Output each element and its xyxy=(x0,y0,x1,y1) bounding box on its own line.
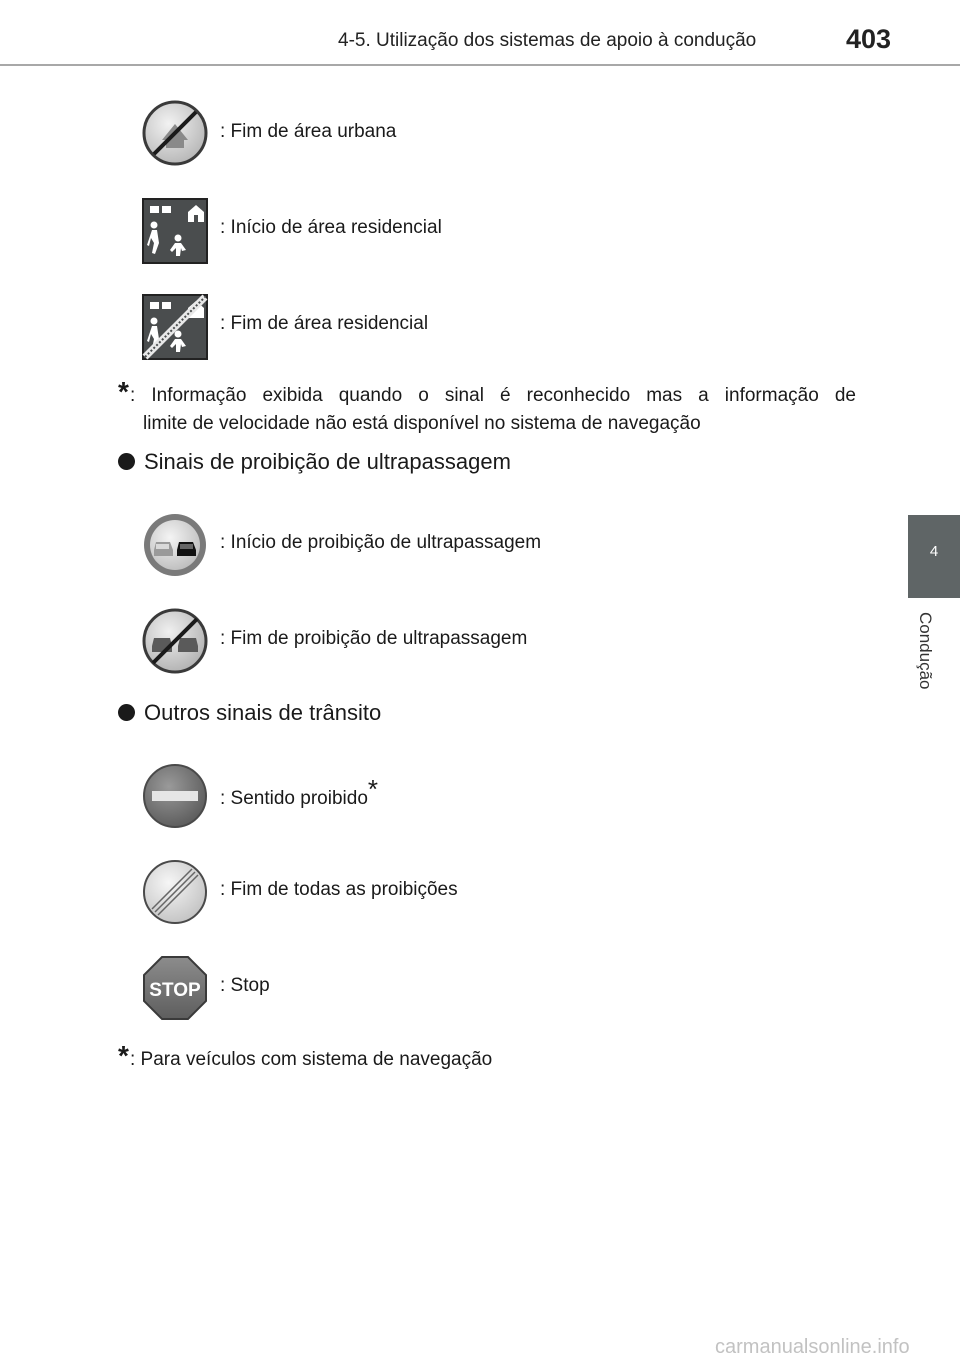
stop-sign-icon xyxy=(142,955,208,1021)
sign-label: : Fim de proibição de ultrapassagem xyxy=(220,628,528,649)
chapter-label: Condução xyxy=(916,612,935,690)
page-number: 403 xyxy=(846,24,892,54)
heading-text: Sinais de proibição de ultrapassagem xyxy=(144,449,511,474)
sign-label: : Início de proibição de ultrapassagem xyxy=(220,532,542,553)
residential-area-start-icon xyxy=(142,198,208,264)
chapter-number: 4 xyxy=(929,543,939,560)
footnote-marker: * xyxy=(118,376,129,407)
end-all-restrictions-icon xyxy=(142,859,208,925)
footnote-marker: * xyxy=(118,1040,129,1071)
residential-area-end-icon xyxy=(142,294,208,360)
bullet-icon xyxy=(118,704,135,721)
bullet-icon xyxy=(118,453,135,470)
footnote-text: : Para veículos com sistema de navegação xyxy=(130,1049,493,1070)
header-divider xyxy=(0,64,960,66)
no-overtaking-icon xyxy=(142,512,208,578)
end-urban-area-icon xyxy=(142,100,208,166)
no-entry-icon xyxy=(142,763,208,829)
sign-label: : Stop xyxy=(220,975,270,996)
stop-sign-text: STOP xyxy=(149,980,201,1001)
sign-label: : Início de área residencial xyxy=(220,217,442,238)
end-no-overtaking-icon xyxy=(142,608,208,674)
sign-label xyxy=(220,774,379,811)
footnote-line: : Informação exibida quando o sinal é reconhecido mas a informação de xyxy=(130,385,856,406)
chapter-tab xyxy=(908,515,960,598)
sign-label: : Fim de área urbana xyxy=(220,121,397,142)
section-title: 4-5. Utilização dos sistemas de apoio à condução xyxy=(338,30,757,51)
section-heading xyxy=(118,700,381,726)
footnote-line: limite de velocidade não está disponível no sistema de navegação xyxy=(143,413,701,434)
section-heading xyxy=(118,449,511,475)
sign-label-text: : Sentido proibido xyxy=(220,788,368,809)
footnote-marker: * xyxy=(367,774,379,804)
watermark: carmanualsonline.info xyxy=(715,1336,910,1358)
sign-label: : Fim de todas as proibições xyxy=(220,879,458,900)
sign-label: : Fim de área residencial xyxy=(220,313,429,334)
heading-text: Outros sinais de trânsito xyxy=(144,700,382,725)
